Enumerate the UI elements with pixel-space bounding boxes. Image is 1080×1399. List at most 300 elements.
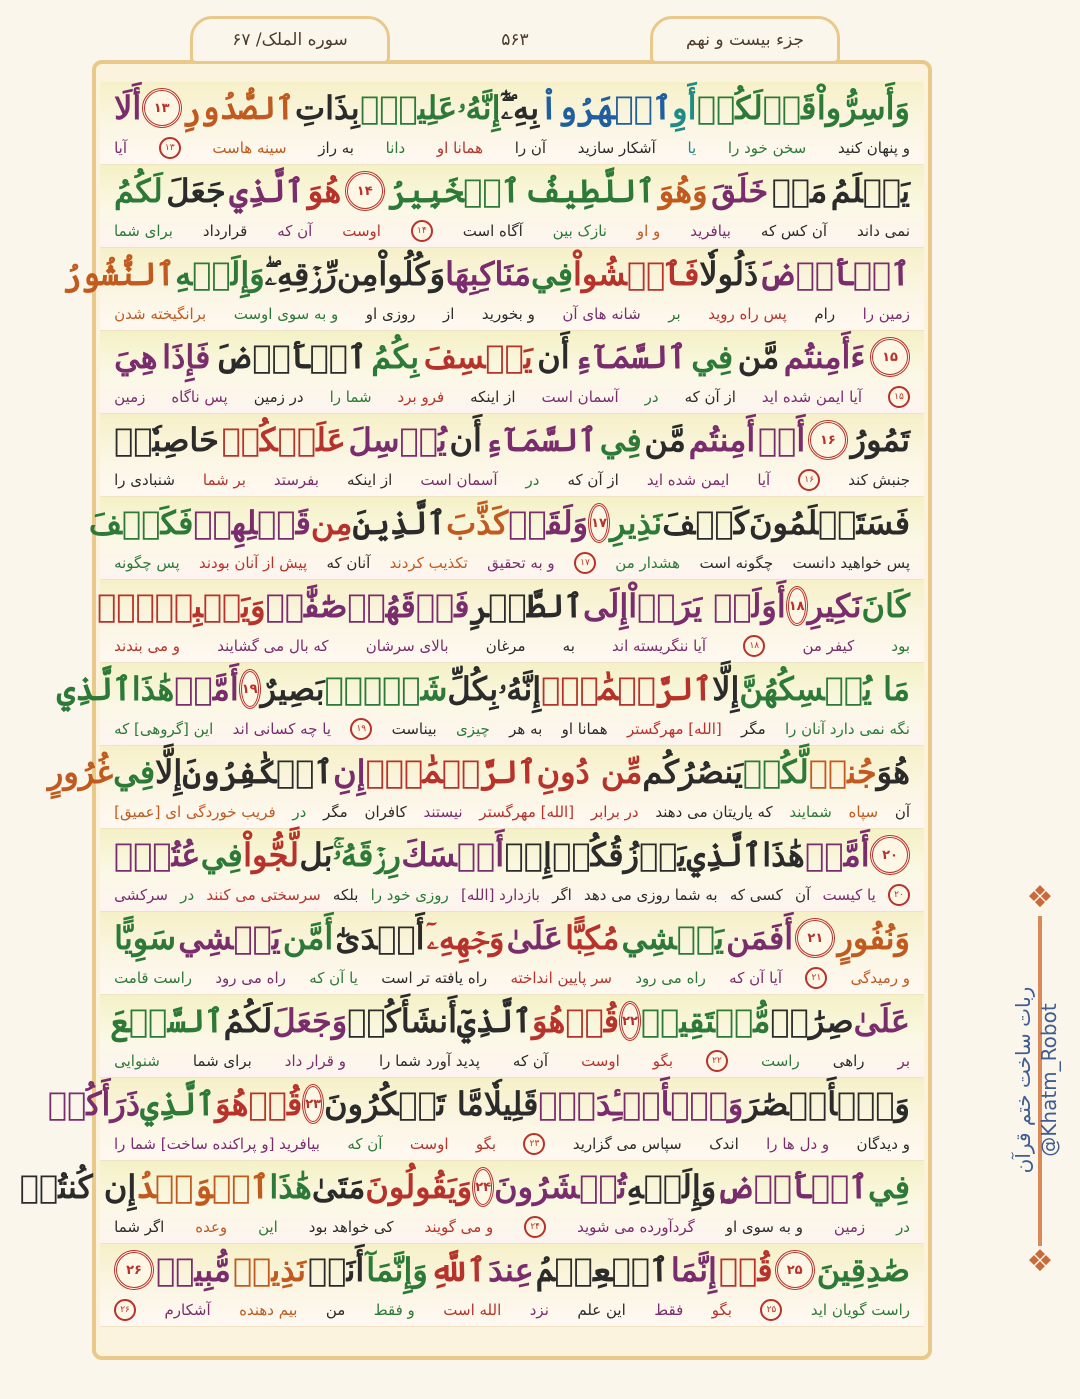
arabic-word: سَوِيًّا xyxy=(114,919,177,957)
arabic-word: ٱللَّهِ xyxy=(429,1251,487,1289)
arabic-word: ٱلطَّيۡرِ xyxy=(469,587,583,625)
arabic-word: أَهۡدَىٰٓ xyxy=(335,919,425,957)
translation-word: راه می رود xyxy=(635,969,706,987)
translation-word: یا کیست xyxy=(822,886,876,904)
ayah-number-marker: ۱۹ xyxy=(350,718,372,740)
ayah-number-marker: ۱۷ xyxy=(588,503,610,543)
arabic-word: مُكِبًّا xyxy=(565,919,620,957)
translation-word: و می بندند xyxy=(114,637,181,655)
translation-row xyxy=(114,798,910,826)
arabic-word: وَإِنَّمَآ xyxy=(366,1251,428,1289)
arabic-word: ٱللَّطِيفُ xyxy=(523,172,656,210)
arabic-word: بِكُلِّ xyxy=(447,670,499,708)
bottom-ornament-icon: ❖ xyxy=(1026,1244,1054,1279)
arabic-word: فِي xyxy=(599,421,642,459)
translation-word: سخن خود را xyxy=(727,139,807,157)
arabic-word: تُحۡشَرُونَ xyxy=(494,1168,627,1206)
arabic-word: أَمۡ xyxy=(757,421,806,459)
translation-row xyxy=(114,300,910,328)
arabic-word: فِي xyxy=(531,255,573,293)
arabic-word: وَنُفُورٍ xyxy=(837,919,910,957)
verse-line xyxy=(19,1161,924,1244)
arabic-word: ٱجۡهَرُواْ xyxy=(539,89,672,127)
translation-word: برانگیخته شدن xyxy=(114,305,207,323)
arabic-word: حَاصِبٗاۖ xyxy=(114,421,219,459)
translation-word: آیا آن که xyxy=(729,969,782,987)
translation-word: و قرار داد xyxy=(284,1052,346,1070)
arabic-word: وَجۡهِهِۦٓ xyxy=(426,918,505,957)
translation-word: اگر شما xyxy=(114,1218,165,1236)
arabic-word: وَيَقۡبِضۡنَۚ xyxy=(97,587,266,625)
translation-word: به هر xyxy=(509,720,543,738)
translation-word: بر شما xyxy=(202,471,246,489)
arabic-word: يَخۡسِفَ xyxy=(423,338,533,376)
arabic-text-row xyxy=(114,84,910,132)
translation-word: بر xyxy=(897,1052,910,1070)
ayah-number-marker: ۱۴ xyxy=(345,171,385,211)
translation-word: پس چگونه xyxy=(114,554,180,572)
verse-line xyxy=(62,248,924,331)
translation-word: بازدارد [الله] xyxy=(460,886,540,904)
arabic-word: فَسَتَعۡلَمُونَ xyxy=(748,504,910,542)
translation-word: هشدار من xyxy=(615,554,681,572)
translation-word: از اینکه xyxy=(470,388,516,406)
ayah-number-marker: ۲۶ xyxy=(114,1250,154,1290)
translation-word: آیا ایمن شده اید xyxy=(761,388,863,406)
translation-word: رام xyxy=(814,305,836,323)
translation-word: از آن که xyxy=(684,388,736,406)
translation-row xyxy=(114,1047,910,1075)
side-watermark xyxy=(1000,870,1080,1290)
arabic-word: مُّسۡتَقِيمٖ xyxy=(640,1002,771,1040)
translation-word: که بال می گشایند xyxy=(217,637,329,655)
translation-word: اگر xyxy=(552,886,572,904)
translation-word: آن که xyxy=(347,1135,383,1153)
translation-word: بیم دهنده xyxy=(239,1301,298,1319)
translation-word: زمین xyxy=(114,388,146,406)
translation-word: روزی خود را xyxy=(370,886,449,904)
translation-word: شنبادی را xyxy=(114,471,175,489)
arabic-word: ٱلۡوَعۡدُ xyxy=(136,1168,270,1206)
verse-line xyxy=(47,1078,924,1161)
translation-word: راست گویان اید xyxy=(810,1301,910,1319)
arabic-text-row xyxy=(47,748,910,796)
translation-word: در برابر xyxy=(590,803,639,821)
arabic-word: هَٰذَا xyxy=(762,836,805,874)
arabic-word: أَن xyxy=(449,421,482,459)
translation-word: بیناست xyxy=(391,720,437,738)
translation-word: آنان که xyxy=(326,554,371,572)
arabic-word: شَيۡءِۭ xyxy=(324,670,448,708)
translation-row xyxy=(114,1296,910,1324)
translation-word: همانا او xyxy=(436,139,483,157)
translation-row xyxy=(114,964,910,992)
translation-word: آن xyxy=(894,803,910,821)
arabic-word: إِنَّمَا xyxy=(670,1251,717,1289)
ayah-number-marker: ۱۳ xyxy=(159,137,181,159)
translation-word: مگر xyxy=(741,720,766,738)
arabic-text-row xyxy=(97,582,910,630)
translation-word: بیافرید xyxy=(690,222,731,240)
arabic-word: وَٱلۡأَفۡـِٔدَةَۖ xyxy=(538,1085,744,1123)
arabic-word: ٱلسَّمَآءِ xyxy=(484,421,598,459)
arabic-word: أَمَّن xyxy=(282,919,334,957)
translation-word: در xyxy=(292,803,307,821)
juz-label: جزء بیست و نهم xyxy=(686,30,804,50)
arabic-word: جُندٞ xyxy=(808,753,877,791)
translation-word: در xyxy=(525,471,540,489)
ayah-number-marker: ۲۵ xyxy=(760,1299,782,1321)
arabic-word: أَمَّنۡ xyxy=(174,670,239,708)
arabic-word: أَوَلَمۡ يَرَوۡاْ xyxy=(628,587,786,625)
channel-handle: @Khatm_Robot xyxy=(1037,1003,1061,1157)
arabic-word: بِذَاتِ xyxy=(294,89,360,127)
arabic-word: وَأَسِرُّواْ xyxy=(816,89,910,127)
arabic-text-row xyxy=(88,499,910,547)
arabic-word: وَٱلۡأَبۡصَٰرَ xyxy=(743,1085,910,1123)
arabic-word: فَوۡقَهُمۡ xyxy=(347,587,470,625)
arabic-word: مَّا تَشۡكُرُونَ xyxy=(324,1085,484,1123)
translation-word: سرکشی xyxy=(114,886,168,904)
translation-word: آن را xyxy=(514,139,547,157)
translation-word: آشکار سازید xyxy=(577,139,656,157)
arabic-word: أَلَا xyxy=(114,89,142,127)
arabic-word: إِنَّهُۥ xyxy=(457,88,501,127)
arabic-word: إِنۡ xyxy=(504,836,552,874)
translation-word: بفرستد xyxy=(273,471,319,489)
translation-row xyxy=(114,1213,910,1241)
arabic-word: صَٰدِقِينَ xyxy=(816,1251,910,1289)
translation-word: پیش از آنان بودند xyxy=(199,554,308,572)
translation-word: این xyxy=(258,1218,278,1236)
arabic-word: إِلَى xyxy=(582,587,629,625)
ayah-number-marker: ۲۶ xyxy=(114,1299,136,1321)
arabic-word: ٱلۡخَبِيرُ xyxy=(388,172,521,210)
arabic-word: مَنۡ xyxy=(771,172,828,210)
arabic-word: صِرَٰطٖ xyxy=(770,1002,854,1040)
arabic-word: رِزۡقَهُۥۚ xyxy=(332,835,401,874)
translation-word: کسی که xyxy=(729,886,783,904)
translation-word: قرارداد xyxy=(202,222,248,240)
arabic-word: وَيَقُولُونَ xyxy=(365,1168,473,1206)
translation-word: نیستند xyxy=(423,803,463,821)
arabic-word: مِن xyxy=(336,255,379,293)
translation-word: نگه نمی دارد آنان را xyxy=(784,720,910,738)
translation-word: و او xyxy=(636,222,661,240)
translation-row xyxy=(114,549,910,577)
arabic-word: ٱلۡأَرۡضَ xyxy=(758,255,910,293)
arabic-word: يَنصُرُكُم xyxy=(642,753,743,791)
page-header xyxy=(190,6,840,66)
arabic-text-row xyxy=(114,416,910,464)
translation-word: راست قامت xyxy=(114,969,193,987)
arabic-word: أَنَا۠ xyxy=(308,1251,365,1289)
ayah-number-marker: ۲۴ xyxy=(472,1167,494,1207)
verse-line xyxy=(100,912,924,995)
arabic-word: مَّن xyxy=(644,421,686,459)
translation-word: و به سوی او xyxy=(725,1218,803,1236)
ayah-number-marker: ۲۲ xyxy=(619,1001,641,1041)
translation-word: مرغان xyxy=(485,637,526,655)
arabic-word: أَفَمَن xyxy=(726,919,794,957)
arabic-word: ٱلنُّشُورُ xyxy=(62,255,176,293)
arabic-word: ٱلَّذِينَ xyxy=(352,504,447,542)
translation-word: من xyxy=(325,1301,346,1319)
translation-word: و پنهان کنید xyxy=(837,139,910,157)
arabic-word: هُوَ xyxy=(307,172,342,210)
arabic-word: ٱلسَّمَآءِ xyxy=(574,338,687,376)
arabic-word: رِّزۡقِهِۦۖ xyxy=(264,254,337,293)
translation-word: از آن که xyxy=(567,471,619,489)
arabic-word: بَل xyxy=(299,836,333,874)
translation-row xyxy=(114,881,910,909)
translation-word: فریب خوردگی ای [عمیق] xyxy=(114,803,276,821)
translation-word: به xyxy=(562,637,575,655)
translation-word: نازک بین xyxy=(552,222,607,240)
translation-row xyxy=(114,715,910,743)
arabic-word: مُّبِينٞ xyxy=(156,1251,231,1289)
ayah-number-marker: ۲۴ xyxy=(524,1216,546,1238)
arabic-word: فِي xyxy=(868,1168,910,1206)
arabic-word: جَعَلَ xyxy=(166,172,226,210)
translation-word: بگو xyxy=(652,1052,673,1070)
arabic-word: ذَرَأَكُمۡ xyxy=(47,1085,141,1123)
arabic-word: قُلۡ xyxy=(565,1002,620,1040)
arabic-text-row xyxy=(114,1246,910,1294)
translation-word: آن xyxy=(795,886,811,904)
arabic-word: هِيَ xyxy=(114,338,158,376)
arabic-word: خَلَقَ xyxy=(711,172,769,210)
ayah-number-marker: ۱۸ xyxy=(786,586,808,626)
arabic-text-row xyxy=(114,914,910,962)
arabic-text-row xyxy=(56,665,910,713)
ayah-number-marker: ۲۰ xyxy=(870,835,910,875)
arabic-word: إِنَّهُۥ xyxy=(498,669,542,708)
translation-word: [الله] مهرگستر xyxy=(626,720,722,738)
translation-word: سرسختی می کنند xyxy=(206,886,321,904)
arabic-word: غُرُورٍ xyxy=(47,753,114,791)
translation-word: و بخورید xyxy=(481,305,535,323)
ayah-number-marker: ۲۰ xyxy=(888,884,910,906)
arabic-word: فِي xyxy=(200,836,243,874)
ayah-number-marker: ۱۳ xyxy=(142,88,182,128)
verse-line xyxy=(100,414,924,497)
arabic-word: كَيۡفَ xyxy=(662,504,749,542)
arabic-text-row xyxy=(62,250,910,298)
translation-word: شما را xyxy=(329,388,372,406)
arabic-text-row xyxy=(114,167,910,215)
surah-label-box xyxy=(190,16,390,64)
translation-word: و رمیدگی xyxy=(850,969,910,987)
arabic-word: لَكُمُ xyxy=(223,1002,273,1040)
translation-word: و دیدگان xyxy=(856,1135,910,1153)
arabic-word: إِن كُنتُمۡ xyxy=(19,1168,137,1206)
translation-word: در xyxy=(180,886,195,904)
verse-line xyxy=(100,82,924,165)
translation-word: [الله] مهرگستر xyxy=(479,803,575,821)
arabic-text-row xyxy=(114,831,910,879)
arabic-word: هُوَ xyxy=(215,1085,249,1123)
translation-row xyxy=(114,383,910,411)
ayah-number-marker: ۲۱ xyxy=(795,918,835,958)
arabic-word: إِنِ xyxy=(333,753,366,791)
translation-word: این علم xyxy=(577,1301,626,1319)
arabic-word: قَوۡلَكُمۡ xyxy=(696,89,817,127)
arabic-word: يَعۡلَمُ xyxy=(830,172,910,210)
arabic-word: نَذِيرٞ xyxy=(232,1251,306,1289)
translation-word: آیا xyxy=(757,471,771,489)
translation-word: اندک xyxy=(709,1135,739,1153)
translation-word: کافران xyxy=(364,803,407,821)
arabic-word: ٱلصُّدُورِ xyxy=(182,89,295,127)
translation-word: آگاه است xyxy=(462,222,523,240)
translation-word: مگر xyxy=(323,803,348,821)
arabic-word: وَكُلُواْ xyxy=(378,255,446,293)
arabic-word: فِي xyxy=(113,753,156,791)
arabic-word: وَلَقَدۡ xyxy=(508,504,589,542)
arabic-word: وَإِلَيۡهِ xyxy=(626,1168,717,1206)
translation-word: بگو xyxy=(475,1135,497,1153)
translation-word: برای شما xyxy=(114,222,173,240)
arabic-word: ٱلَّذِي xyxy=(229,172,305,210)
ayah-number-marker: ۲۲ xyxy=(706,1050,728,1072)
verse-line xyxy=(100,165,924,248)
arabic-word: قَبۡلِهِمۡ xyxy=(193,504,311,542)
arabic-word: ءَأَمِنتُم xyxy=(783,338,866,376)
arabic-word: بِكُمُ xyxy=(371,338,420,376)
arabic-word: مَّن xyxy=(737,338,780,376)
arabic-word: ٱلرَّحۡمَٰنُۚ xyxy=(541,670,713,708)
arabic-text-row xyxy=(47,1080,910,1128)
translation-word: از اینکه xyxy=(346,471,393,489)
arabic-word: فَإِذَا xyxy=(162,338,211,376)
translation-word: اوست xyxy=(581,1052,620,1070)
arabic-word: بَصِيرٌ xyxy=(260,670,325,708)
translation-word: نزد xyxy=(529,1301,549,1319)
translation-word: شمایند xyxy=(789,803,832,821)
arabic-word: لَكُمُ xyxy=(114,172,163,210)
arabic-word: مِن xyxy=(310,504,353,542)
translation-word: پدید آورد شما را xyxy=(378,1052,480,1070)
translation-word: روزی او xyxy=(365,305,416,323)
ayah-number-marker: ۲۵ xyxy=(775,1250,815,1290)
translation-row xyxy=(114,217,910,245)
translation-word: بر xyxy=(668,305,681,323)
arabic-word: مَنَاكِبِهَا xyxy=(445,255,532,293)
translation-word: در xyxy=(896,1218,910,1236)
arabic-word: عَلَىٰ xyxy=(506,919,563,957)
translation-word: و می گویند xyxy=(424,1218,494,1236)
arabic-word: ٱلۡكَٰفِرُونَ xyxy=(182,753,334,791)
arabic-word: مِّن دُونِ xyxy=(536,753,643,791)
arabic-word: أَمَّنۡ xyxy=(805,836,870,874)
translation-row xyxy=(114,134,910,162)
translation-word: بلکه xyxy=(332,886,359,904)
verse-line xyxy=(100,829,924,912)
translation-word: ایمن شده اید xyxy=(646,471,730,489)
translation-word: دانا xyxy=(385,139,406,157)
arabic-word: تَمُورُ xyxy=(850,421,910,459)
verse-line xyxy=(100,995,924,1078)
verse-line xyxy=(88,497,924,580)
translation-word: یا چه کسانی اند xyxy=(232,720,331,738)
arabic-word: يَرۡزُقُكُمۡ xyxy=(552,836,687,874)
ayah-number-marker: ۲۳ xyxy=(302,1084,324,1124)
translation-word: چگونه است xyxy=(699,554,774,572)
translation-word: سپاس می گزارید xyxy=(572,1135,682,1153)
translation-word: الله است xyxy=(443,1301,502,1319)
translation-word: اوست xyxy=(409,1135,449,1153)
arabic-word: ٱلسَّمۡعَ xyxy=(110,1002,224,1040)
translation-word: راست xyxy=(761,1052,800,1070)
arabic-word: فَٱمۡشُواْ xyxy=(572,255,700,293)
translation-word: بیافرید [و پراکنده ساخت] شما را xyxy=(114,1135,320,1153)
arabic-word: فَكَيۡفَ xyxy=(88,504,194,542)
arabic-word: لَّجُّواْ xyxy=(243,836,299,874)
translation-word: راهی xyxy=(832,1052,865,1070)
ayah-number-marker: ۱۴ xyxy=(411,220,433,242)
page-number: ۵۶۳ xyxy=(501,30,529,50)
arabic-text-row xyxy=(110,997,910,1045)
translation-word: برای شما xyxy=(192,1052,252,1070)
translation-word: آسمان است xyxy=(420,471,498,489)
arabic-word: بِهِۦٓۖ xyxy=(500,88,540,127)
translation-word: کی خواهد بود xyxy=(308,1218,394,1236)
translation-word: از xyxy=(442,305,455,323)
translation-word: پس راه روید xyxy=(708,305,787,323)
arabic-word: عَلَيۡكُمۡ xyxy=(221,421,346,459)
translation-word: چیزی xyxy=(456,720,490,738)
ayah-number-marker: ۱۹ xyxy=(239,669,261,709)
arabic-word: كَانَ xyxy=(861,587,910,625)
arabic-word: عُتُوّٖ xyxy=(114,836,201,874)
translation-word: جنبش کند xyxy=(848,471,910,489)
arabic-word: قَلِيلٗا xyxy=(483,1085,539,1123)
translation-word: آن که xyxy=(512,1052,549,1070)
arabic-word: نَذِيرِ xyxy=(609,504,663,542)
arabic-word: ٱلۡأَرۡضَ xyxy=(214,338,367,376)
translation-word: در xyxy=(644,388,659,406)
arabic-word: لَّكُمۡ xyxy=(742,753,809,791)
translation-word: فرو برد xyxy=(397,388,445,406)
arabic-word: عَلَىٰ xyxy=(853,1002,910,1040)
arabic-word: وَهُوَ xyxy=(658,172,708,210)
translation-word: شانه های آن xyxy=(562,305,641,323)
arabic-word: ٱلَّذِي xyxy=(686,836,762,874)
translation-word: آن که xyxy=(277,222,313,240)
translation-word: و دل ها را xyxy=(766,1135,830,1153)
surah-label: سوره الملک/ ۶۷ xyxy=(232,30,348,50)
translation-word: به شما روزی می دهد xyxy=(584,886,718,904)
translation-word: آشکارم xyxy=(164,1301,211,1319)
arabic-word: قُلۡ xyxy=(718,1251,773,1289)
translation-word: سینه هاست xyxy=(212,139,287,157)
translation-word: بالای سرشان xyxy=(365,637,449,655)
translation-word: یا آن که xyxy=(309,969,358,987)
arabic-word: إِلَّا xyxy=(155,753,183,791)
arabic-word: يَمۡشِي xyxy=(178,919,281,957)
arabic-word: أَمۡسَكَ xyxy=(401,836,505,874)
arabic-word: أَنشَأَكُمۡ xyxy=(347,1002,457,1040)
translation-word: همانا او xyxy=(561,720,608,738)
arabic-word: نَكِيرِ xyxy=(807,587,862,625)
translation-word: شنوایی xyxy=(114,1052,160,1070)
juz-label-box xyxy=(650,16,840,64)
translation-word: زمین را xyxy=(862,305,910,323)
arabic-word: قُلۡ xyxy=(248,1085,303,1123)
ayah-number-marker: ۱۵ xyxy=(870,337,910,377)
ayah-number-marker: ۱۷ xyxy=(574,552,596,574)
